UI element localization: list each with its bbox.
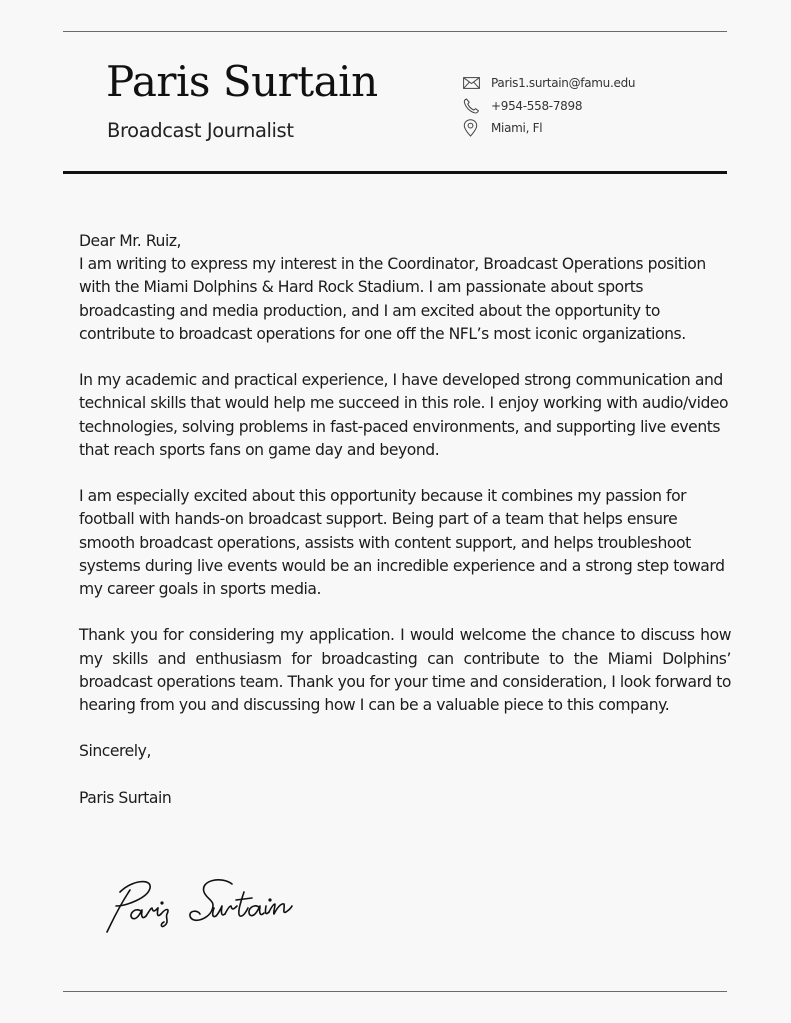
contact-block [463, 72, 635, 140]
paragraph-closing: Thank you for considering my application. I would welcome the chance to discuss how my skills and enthusiasm for broadcasting can contribute to the Miami Dolphins’ broadcast operations team. Thank you for your time and consideration, I look forward to hearing from you and discussing how I can be a valuable piece to this company. [79, 626, 731, 715]
letter-body [79, 230, 731, 833]
paragraph-intro: I am writing to express my interest in the Coordinator, Broadcast Operations position with the Miami Dolphins & Hard Rock Stadium. I am passionate about sports broadcasting and media production, and I am excited about the opportunity to contribute to broadcast operations for one off the NFL’s most iconic organizations. [79, 255, 706, 343]
paragraph-motivation: I am especially excited about this opportunity because it combines my passion for football with hands-on broadcast support. Being part of a team that helps ensure smooth broadcast operations, assists with content support, and helps troubleshoot systems during live events would be an incredible experience and a strong step toward my career goals in sports media. [79, 487, 725, 599]
location-text: Miami, Fl [491, 121, 543, 136]
contact-location [463, 117, 635, 140]
signature-icon [104, 870, 334, 940]
phone-number: +954-558-7898 [491, 98, 583, 113]
header-divider [63, 171, 727, 174]
email-link[interactable]: Paris1.surtain@famu.edu [491, 76, 636, 91]
contact-phone [463, 95, 635, 118]
handwritten-signature [104, 870, 334, 944]
bottom-divider [63, 991, 727, 992]
signoff-name: Paris Surtain [79, 788, 172, 807]
salutation: Dear Mr. Ruiz, [79, 232, 182, 250]
contact-email [463, 72, 635, 95]
top-divider [63, 31, 727, 32]
envelope-icon [463, 75, 482, 91]
applicant-name: Paris Surtain [106, 57, 378, 106]
location-pin-icon [463, 120, 482, 136]
closing-phrase: Sincerely, [79, 742, 151, 761]
paragraph-experience: In my academic and practical experience, I have developed strong communication and technical skills that would help me succeed in this role. I enjoy working with audio/video technologies, solving problems in fast-paced environments, and supporting live events that reach sports fans on game day and beyond. [79, 371, 729, 459]
phone-icon [463, 98, 482, 114]
applicant-title: Broadcast Journalist [107, 119, 294, 142]
